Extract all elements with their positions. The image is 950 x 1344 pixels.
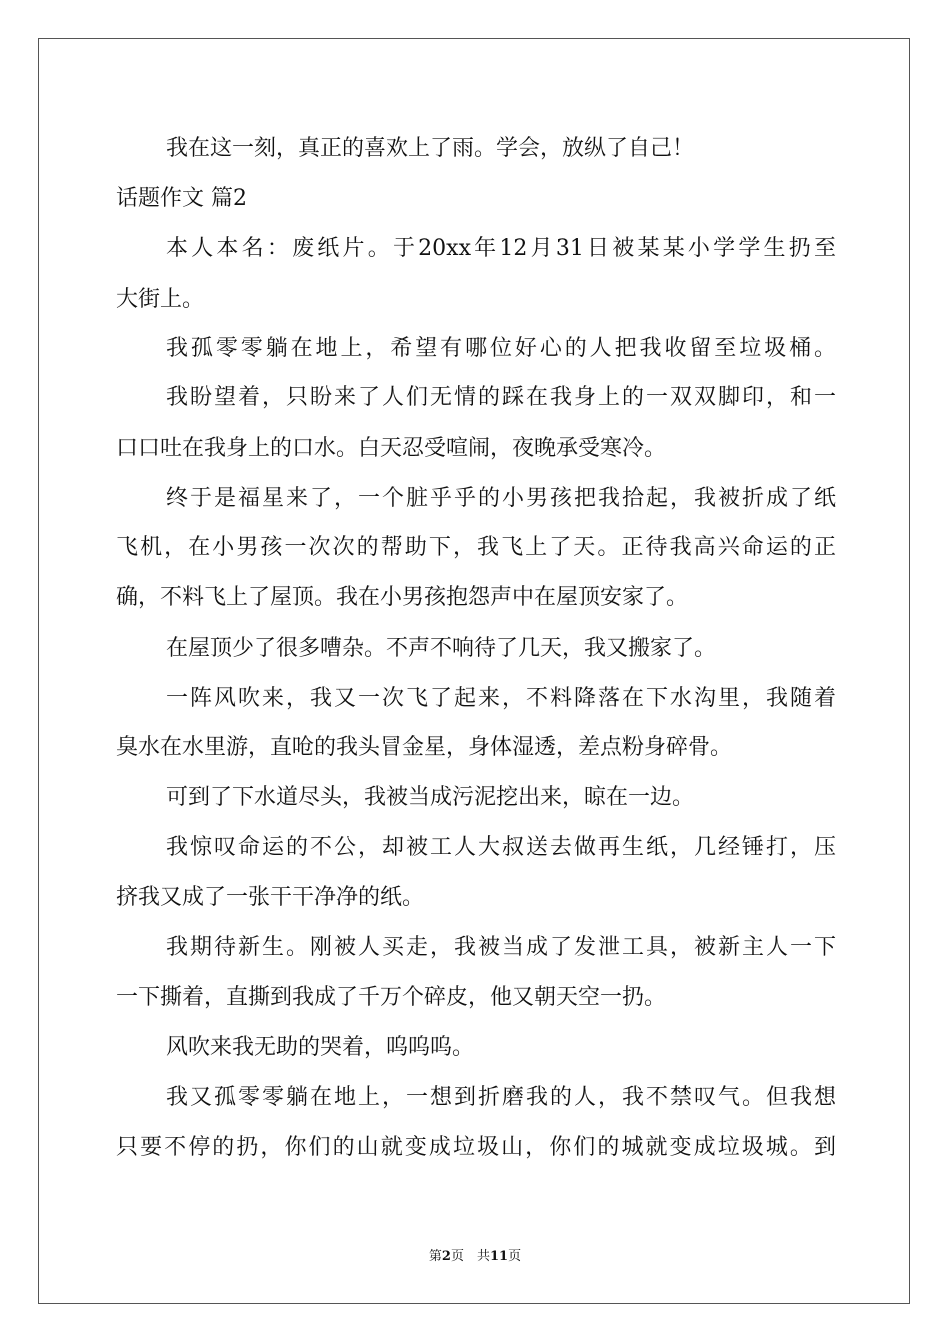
paragraph-line: 本人本名：废纸片。于20xx年12月31日被某某小学学生扔至	[166, 236, 836, 261]
paragraph-line: 我又孤零零躺在地上，一想到折磨我的人，我不禁叹气。但我想	[166, 1085, 836, 1110]
paragraph-line: 挤我又成了一张干干净净的纸。	[116, 885, 425, 910]
paragraph-line: 口口吐在我身上的口水。白天忍受喧闹，夜晚承受寒冷。	[116, 436, 667, 461]
paragraph-line: 一阵风吹来，我又一次飞了起来，不料降落在下水沟里，我随着	[166, 686, 836, 711]
paragraph-line: 终于是福星来了，一个脏乎乎的小男孩把我拾起，我被折成了纸	[166, 486, 836, 511]
paragraph-line: 可到了下水道尽头，我被当成污泥挖出来，晾在一边。	[166, 785, 695, 810]
paragraph-line: 我在这一刻，真正的喜欢上了雨。学会，放纵了自己！	[166, 136, 695, 161]
paragraph-line: 我孤零零躺在地上，希望有哪位好心的人把我收留至垃圾桶。	[166, 336, 836, 361]
paragraph-line: 风吹来我无助的哭着，呜呜呜。	[166, 1035, 475, 1060]
footer-middle: 页 共	[450, 1249, 490, 1264]
page-footer	[0, 1245, 950, 1264]
paragraph-line: 我期待新生。刚被人买走，我被当成了发泄工具，被新主人一下	[166, 935, 836, 960]
paragraph-line: 我惊叹命运的不公，却被工人大叔送去做再生纸，几经锤打，压	[166, 835, 836, 860]
paragraph-line: 臭水在水里游，直呛的我头冒金星，身体湿透，差点粉身碎骨。	[116, 735, 733, 760]
footer-prefix: 第	[428, 1249, 442, 1264]
paragraph-line: 确，不料飞上了屋顶。我在小男孩抱怨声中在屋顶安家了。	[116, 585, 689, 610]
paragraph-line: 一下撕着，直撕到我成了千万个碎皮，他又朝天空一扔。	[116, 985, 667, 1010]
paragraph-line: 只要不停的扔，你们的山就变成垃圾山，你们的城就变成垃圾城。到	[116, 1135, 836, 1160]
page-border	[38, 38, 910, 1304]
paragraph-line: 我盼望着，只盼来了人们无情的踩在我身上的一双双脚印，和一	[166, 385, 836, 410]
paragraph-line: 飞机，在小男孩一次次的帮助下，我飞上了天。正待我高兴命运的正	[116, 535, 836, 560]
paragraph-line: 大街上。	[116, 287, 205, 312]
footer-page-number: 2	[441, 1249, 451, 1264]
footer-total-pages: 11	[489, 1249, 509, 1264]
section-heading: 话题作文 篇2	[116, 186, 247, 211]
paragraph-line: 在屋顶少了很多嘈杂。不声不响待了几天，我又搬家了。	[166, 636, 717, 661]
footer-suffix: 页	[508, 1249, 522, 1264]
